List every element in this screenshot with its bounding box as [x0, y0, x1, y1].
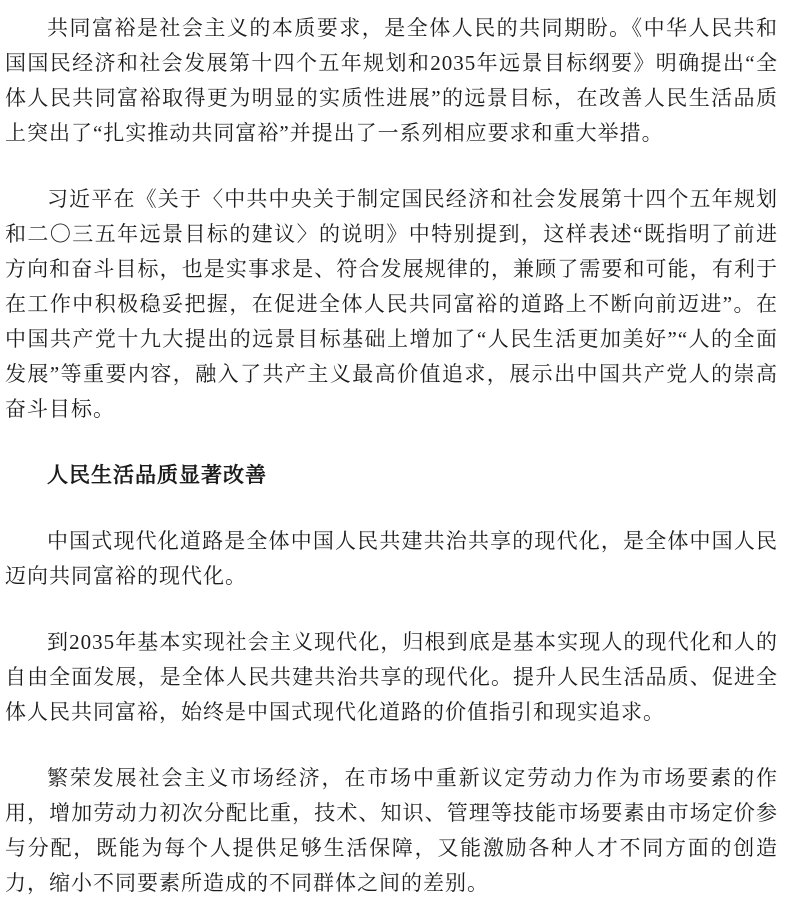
- paragraph-market-economy: 繁荣发展社会主义市场经济，在市场中重新议定劳动力作为市场要素的作用，增加劳动力初次分配比重，技术、知识、管理等技能市场要素由市场定价参与分配，既能为每个人提供足够生活保障，又能激励各种人才不同方面的创造力，缩小不同要素所造成的不同群体之间的差别。: [5, 766, 778, 895]
- section-heading-living-quality: 人民生活品质显著改善: [47, 463, 267, 487]
- paragraph-chinese-modernization: 中国式现代化道路是全体中国人民共建共治共享的现代化，是全体中国人民迈向共同富裕的现代化。: [5, 529, 778, 588]
- paragraph-2035-modernization: 到2035年基本实现社会主义现代化，归根到底是基本实现人的现代化和人的自由全面发展，是全体人民共建共治共享的现代化。提升人民生活品质、促进全体人民共同富裕，始终是中国式现代化道路的价值指引和现实追求。: [5, 630, 778, 724]
- paragraph-xi-jinping-explanation: 习近平在《关于〈中共中央关于制定国民经济和社会发展第十四个五年规划和二〇三五年远景目标的建议〉的说明》中特别提到，这样表述“既指明了前进方向和奋斗目标，也是实事求是、符合发展规律的，兼顾了需要和可能，有利于在工作中积极稳妥把握，在促进全体人民共同富裕的道路上不断向前迈进”。在中国共产党十九大提出的远景目标基础上增加了“人民生活更加美好”“人的全面发展”等重要内容，融入了共产主义最高价值追求，展示出中国共产党人的崇高奋斗目标。: [5, 187, 778, 421]
- paragraph-common-prosperity-intro: 共同富裕是社会主义的本质要求，是全体人民的共同期盼。《中华人民共和国国民经济和社会发展第十四个五年规划和2035年远景目标纲要》明确提出“全体人民共同富裕取得更为明显的实质性进展”的远景目标，在改善人民生活品质上突出了“扎实推动共同富裕”并提出了一系列相应要求和重大举措。: [5, 16, 778, 145]
